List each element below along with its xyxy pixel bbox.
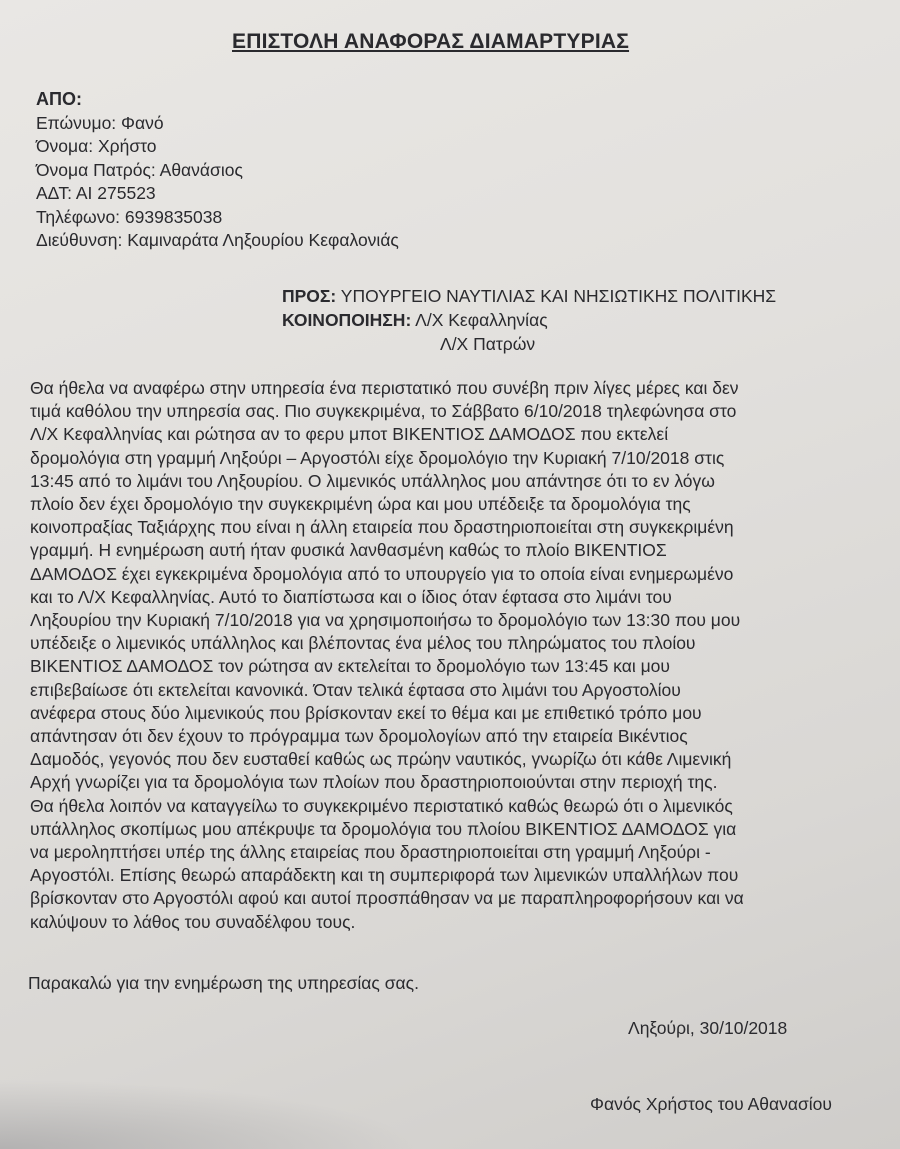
body-line: υπάλληλος σκοπίμως μου απέκρυψε τα δρομολόγια του πλοίου ΒΙΚΕΝΤΙΟΣ ΔΑΜΟΔΟΣ για xyxy=(30,818,737,839)
recipient-block xyxy=(282,284,776,356)
cc-line xyxy=(282,308,776,332)
body-line: Λ/Χ Κεφαλληνίας και ρώτησα αν το φερυ μποτ ΒΙΚΕΝΤΙΟΣ ΔΑΜΟΔΟΣ που εκτελεί xyxy=(30,424,669,445)
page-shadow xyxy=(0,1079,420,1149)
body-line: κοινοπραξίας Ταξιάρχης που είναι η άλλη εταιρεία που δραστηριοποιείται στη συγκεκριμένη xyxy=(30,517,734,538)
cc-value-2: Λ/Χ Πατρών xyxy=(440,334,536,354)
body-line: επιβεβαίωσε ότι εκτελείται κανονικά. Όταν τελικά έφτασα στο λιμάνι του Αργοστολίου xyxy=(30,679,681,700)
body-line: υπέδειξε ο λιμενικός υπάλληλος και βλέποντας ένα μέλος του πληρώματος του πλοίου xyxy=(30,633,696,654)
body-line: ΔΑΜΟΔΟΣ έχει εγκεκριμένα δρομολόγια από το υπουργείο για το οποία είναι ενημερωμένο xyxy=(30,563,734,584)
body-line: και το Λ/Χ Κεφαλληνίας. Αυτό το διαπίστωσα και ο ίδιος όταν έφτασα στο λιμάνι του xyxy=(30,586,672,607)
sender-surname: Επώνυμο: Φανό xyxy=(36,112,164,133)
body-line: Αρχή γνωρίζει για τα δρομολόγια των πλοίων που δραστηριοποιούνται στην περιοχή της. xyxy=(30,772,718,793)
sender-father-name: Όνομα Πατρός: Αθανάσιος xyxy=(36,159,243,180)
sender-id: ΑΔΤ: ΑΙ 275523 xyxy=(36,183,156,203)
body-line: ανέφερα στους δύο λιμενικούς που βρίσκονταν εκεί το θέμα και με επιθετικό τρόπο μου xyxy=(30,702,702,723)
body-line: τιμά καθόλου την υπηρεσία σας. Πιο συγκεκριμένα, το Σάββατο 6/10/2018 τηλεφώνησα στο xyxy=(30,401,737,422)
recipient-value: ΥΠΟΥΡΓΕΙΟ ΝΑΥΤΙΛΙΑΣ ΚΑΙ ΝΗΣΙΩΤΙΚΗΣ ΠΟΛΙΤΙΚΗΣ xyxy=(336,286,777,306)
signature-name: Φανός Χρήστος του Αθανασίου xyxy=(590,1094,832,1114)
body-line: Δαμοδός, γεγονός που δεν ευσταθεί καθώς ως πρώην ναυτικός, γνωρίζω ότι κάθε Λιμενική xyxy=(30,749,732,770)
body-line: βρίσκονταν στο Αργοστόλι αφού και αυτοί προσπάθησαν να με παραπληροφορήσουν και να xyxy=(30,888,744,909)
body-line: Θα ήθελα να αναφέρω στην υπηρεσία ένα περιστατικό που συνέβη πριν λίγες μέρες και δεν xyxy=(30,378,739,398)
body-line: Θα ήθελα λοιπόν να καταγγείλω το συγκεκριμένο περιστατικό καθώς θεωρώ ότι ο λιμενικός xyxy=(30,795,733,816)
sender-address: Διεύθυνση: Καμιναράτα Ληξουρίου Κεφαλονιάς xyxy=(36,230,399,250)
body-line: απάντησαν ότι δεν έχουν το πρόγραμμα των δρομολογίων από την εταιρεία Βικέντιος xyxy=(30,726,688,747)
sender-block xyxy=(36,88,399,253)
place-date: Ληξούρι, 30/10/2018 xyxy=(628,1018,788,1038)
letter-body xyxy=(30,377,898,934)
sender-header: ΑΠΟ: xyxy=(36,89,82,109)
closing-line: Παρακαλώ για την ενημέρωση της υπηρεσίας σας. xyxy=(28,973,419,993)
cc-label: ΚΟΙΝΟΠΟΙΗΣΗ: xyxy=(282,310,412,330)
body-line: δρομολόγια στη γραμμή Ληξούρι – Αργοστόλι είχε δρομολόγιο την Κυριακή 7/10/2018 στις xyxy=(30,447,725,468)
body-line: καλύψουν το λάθος του συναδέλφου τους. xyxy=(30,911,356,932)
letter-title: ΕΠΙΣΤΟΛΗ ΑΝΑΦΟΡΑΣ ΔΙΑΜΑΡΤΥΡΙΑΣ xyxy=(232,30,630,53)
recipient-line xyxy=(282,284,776,308)
body-line: να μεροληπτήσει υπέρ της άλλης εταιρείας που δραστηριοποιείται στη γραμμή Ληξούρι - xyxy=(30,842,711,863)
cc-value-1: Λ/Χ Κεφαλληνίας xyxy=(411,310,548,330)
body-line: 13:45 από το λιμάνι του Ληξουρίου. Ο λιμενικός υπάλληλος μου απάντησε ότι το εν λόγω xyxy=(30,470,715,491)
body-line: Αργοστόλι. Επίσης θεωρώ απαράδεκτη και τη συμπεριφορά των λιμενικών υπαλλήλων που xyxy=(30,865,739,886)
body-line: Ληξουρίου την Κυριακή 7/10/2018 για να χρησιμοποιήσω το δρομολόγιο των 13:30 που μου xyxy=(30,610,741,631)
body-line: γραμμή. Η ενημέρωση αυτή ήταν φυσικά λανθασμένη καθώς το πλοίο ΒΙΚΕΝΤΙΟΣ xyxy=(30,540,667,561)
recipient-label: ΠΡΟΣ: xyxy=(282,286,337,306)
body-line: ΒΙΚΕΝΤΙΟΣ ΔΑΜΟΔΟΣ τον ρώτησα αν εκτελείται το δρομολόγιο των 13:45 και μου xyxy=(30,656,670,677)
sender-phone: Τηλέφωνο: 6939835038 xyxy=(36,206,223,227)
body-line: πλοίο δεν έχει δρομολόγιο την συγκεκριμένη ώρα και μου υπέδειξε τα δρομολόγια της xyxy=(30,494,691,515)
sender-name: Όνομα: Χρήστο xyxy=(36,136,157,156)
